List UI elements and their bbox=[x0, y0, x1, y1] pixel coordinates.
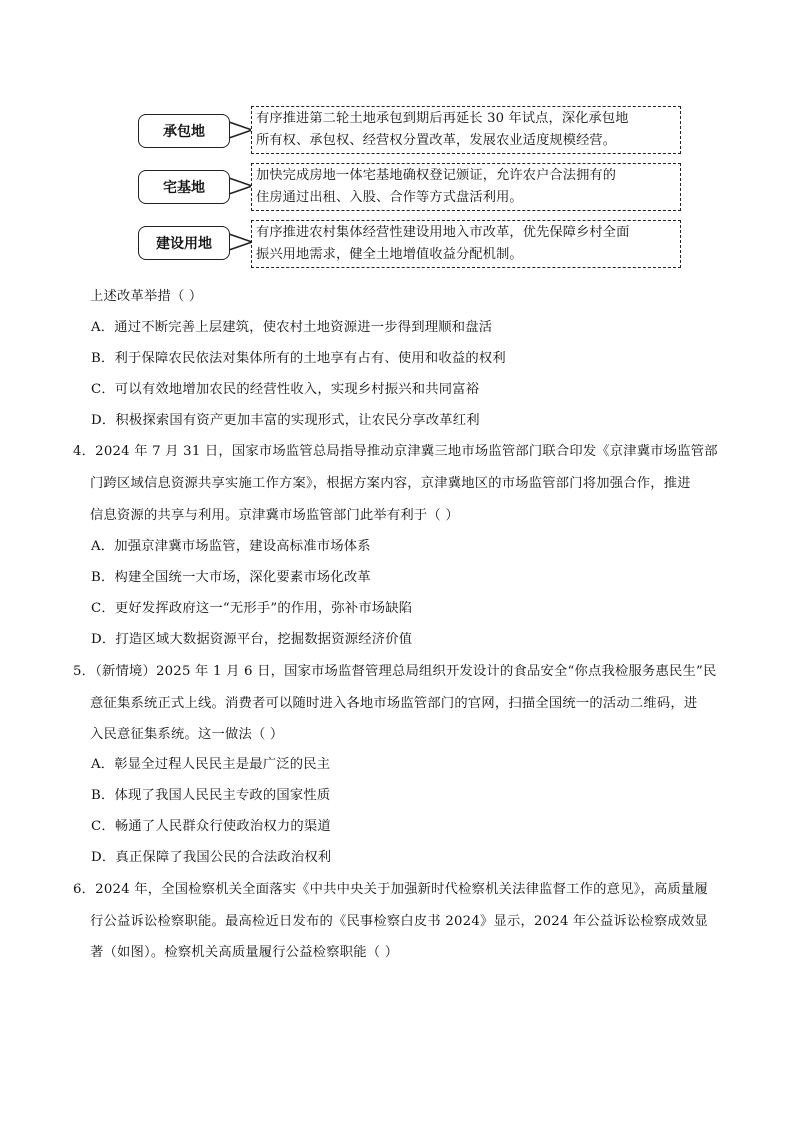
q4-stem-line: 信息资源的共享与利用。京津冀市场监管部门此举有利于（ ） bbox=[90, 508, 459, 523]
land-reform-diagram bbox=[0, 0, 794, 280]
label-construction-land: 建设用地 bbox=[138, 226, 230, 260]
label-homestead: 宅基地 bbox=[138, 170, 230, 204]
desc-contracted-land bbox=[251, 106, 681, 154]
q3-option-d[interactable]: D．积极探索国有资产更加丰富的实现形式，让农民分享改革红利 bbox=[91, 413, 480, 428]
q5-stem-line: 意征集系统正式上线。消费者可以随时进入各地市场监管部门的官网，扫描全国统一的活动二维码，进 bbox=[90, 696, 698, 711]
q5-option-d[interactable]: D．真正保障了我国公民的合法政治权利 bbox=[91, 850, 332, 865]
desc-homestead bbox=[251, 163, 681, 211]
desc-line: 加快完成房地一体宅基地确权登记颁证，允许农户合法拥有的 bbox=[256, 168, 617, 183]
q6-stem-line: 6．2024 年，全国检察机关全面落实《中共中央关于加强新时代检察机关法律监督工作的意见》，高质量履 bbox=[73, 882, 708, 897]
desc-line: 有序推进农村集体经营性建设用地入市改革，优先保障乡村全面 bbox=[256, 225, 630, 240]
q4-option-a[interactable]: A．加强京津冀市场监管，建设高标准市场体系 bbox=[91, 539, 371, 554]
desc-line: 住房通过出租、入股、合作等方式盘活利用。 bbox=[256, 190, 523, 205]
q3-option-b[interactable]: B．利于保障农民依法对集体所有的土地享有占有、使用和收益的权利 bbox=[91, 351, 506, 366]
desc-construction-land bbox=[251, 220, 681, 268]
q6-stem-line: 行公益诉讼检察职能。最高检近日发布的《民事检察白皮书 2024》显示，2024 年公益诉讼检察成效显 bbox=[90, 914, 709, 929]
q3-option-a[interactable]: A．通过不断完善上层建筑，使农村土地资源进一步得到理顺和盘活 bbox=[91, 320, 493, 335]
q3-option-c[interactable]: C．可以有效地增加农民的经营性收入，实现乡村振兴和共同富裕 bbox=[91, 382, 480, 397]
desc-line: 振兴用地需求，健全土地增值收益分配机制。 bbox=[256, 247, 523, 262]
desc-line: 所有权、承包权、经营权分置改革，发展农业适度规模经营。 bbox=[256, 133, 617, 148]
q4-option-d[interactable]: D．打造区域大数据资源平台，挖掘数据资源经济价值 bbox=[91, 632, 413, 647]
q4-stem-line: 4．2024 年 7 月 31 日，国家市场监管总局指导推动京津冀三地市场监管部门联合印发《京津冀市场监管部 bbox=[73, 444, 718, 459]
q6-stem-line: 著（如图）。检察机关高质量履行公益检察职能（ ） bbox=[90, 945, 399, 960]
q5-stem-line: 入民意征集系统。这一做法（ ） bbox=[90, 727, 284, 742]
label-contracted-land: 承包地 bbox=[138, 114, 230, 148]
q5-option-c[interactable]: C．畅通了人民群众行使政治权力的渠道 bbox=[91, 819, 331, 834]
desc-line: 有序推进第二轮土地承包到期后再延长 30 年试点，深化承包地 bbox=[256, 111, 629, 126]
q5-stem-line: 5．（新情境）2025 年 1 月 6 日，国家市场监督管理总局组织开发设计的食品安全“你点我检服务惠民生”民 bbox=[73, 664, 717, 679]
q4-stem-line: 门跨区域信息资源共享实施工作方案》，根据方案内容，京津冀地区的市场监管部门将加强合作，推进 bbox=[90, 476, 691, 491]
q3-stem: 上述改革举措（ ） bbox=[90, 289, 203, 304]
q5-option-a[interactable]: A．彰显全过程人民民主是最广泛的民主 bbox=[91, 757, 331, 772]
q4-option-b[interactable]: B．构建全国统一大市场，深化要素市场化改革 bbox=[91, 570, 371, 585]
q4-option-c[interactable]: C．更好发挥政府这一“无形手”的作用，弥补市场缺陷 bbox=[91, 601, 413, 616]
q5-option-b[interactable]: B．体现了我国人民民主专政的国家性质 bbox=[91, 788, 331, 803]
